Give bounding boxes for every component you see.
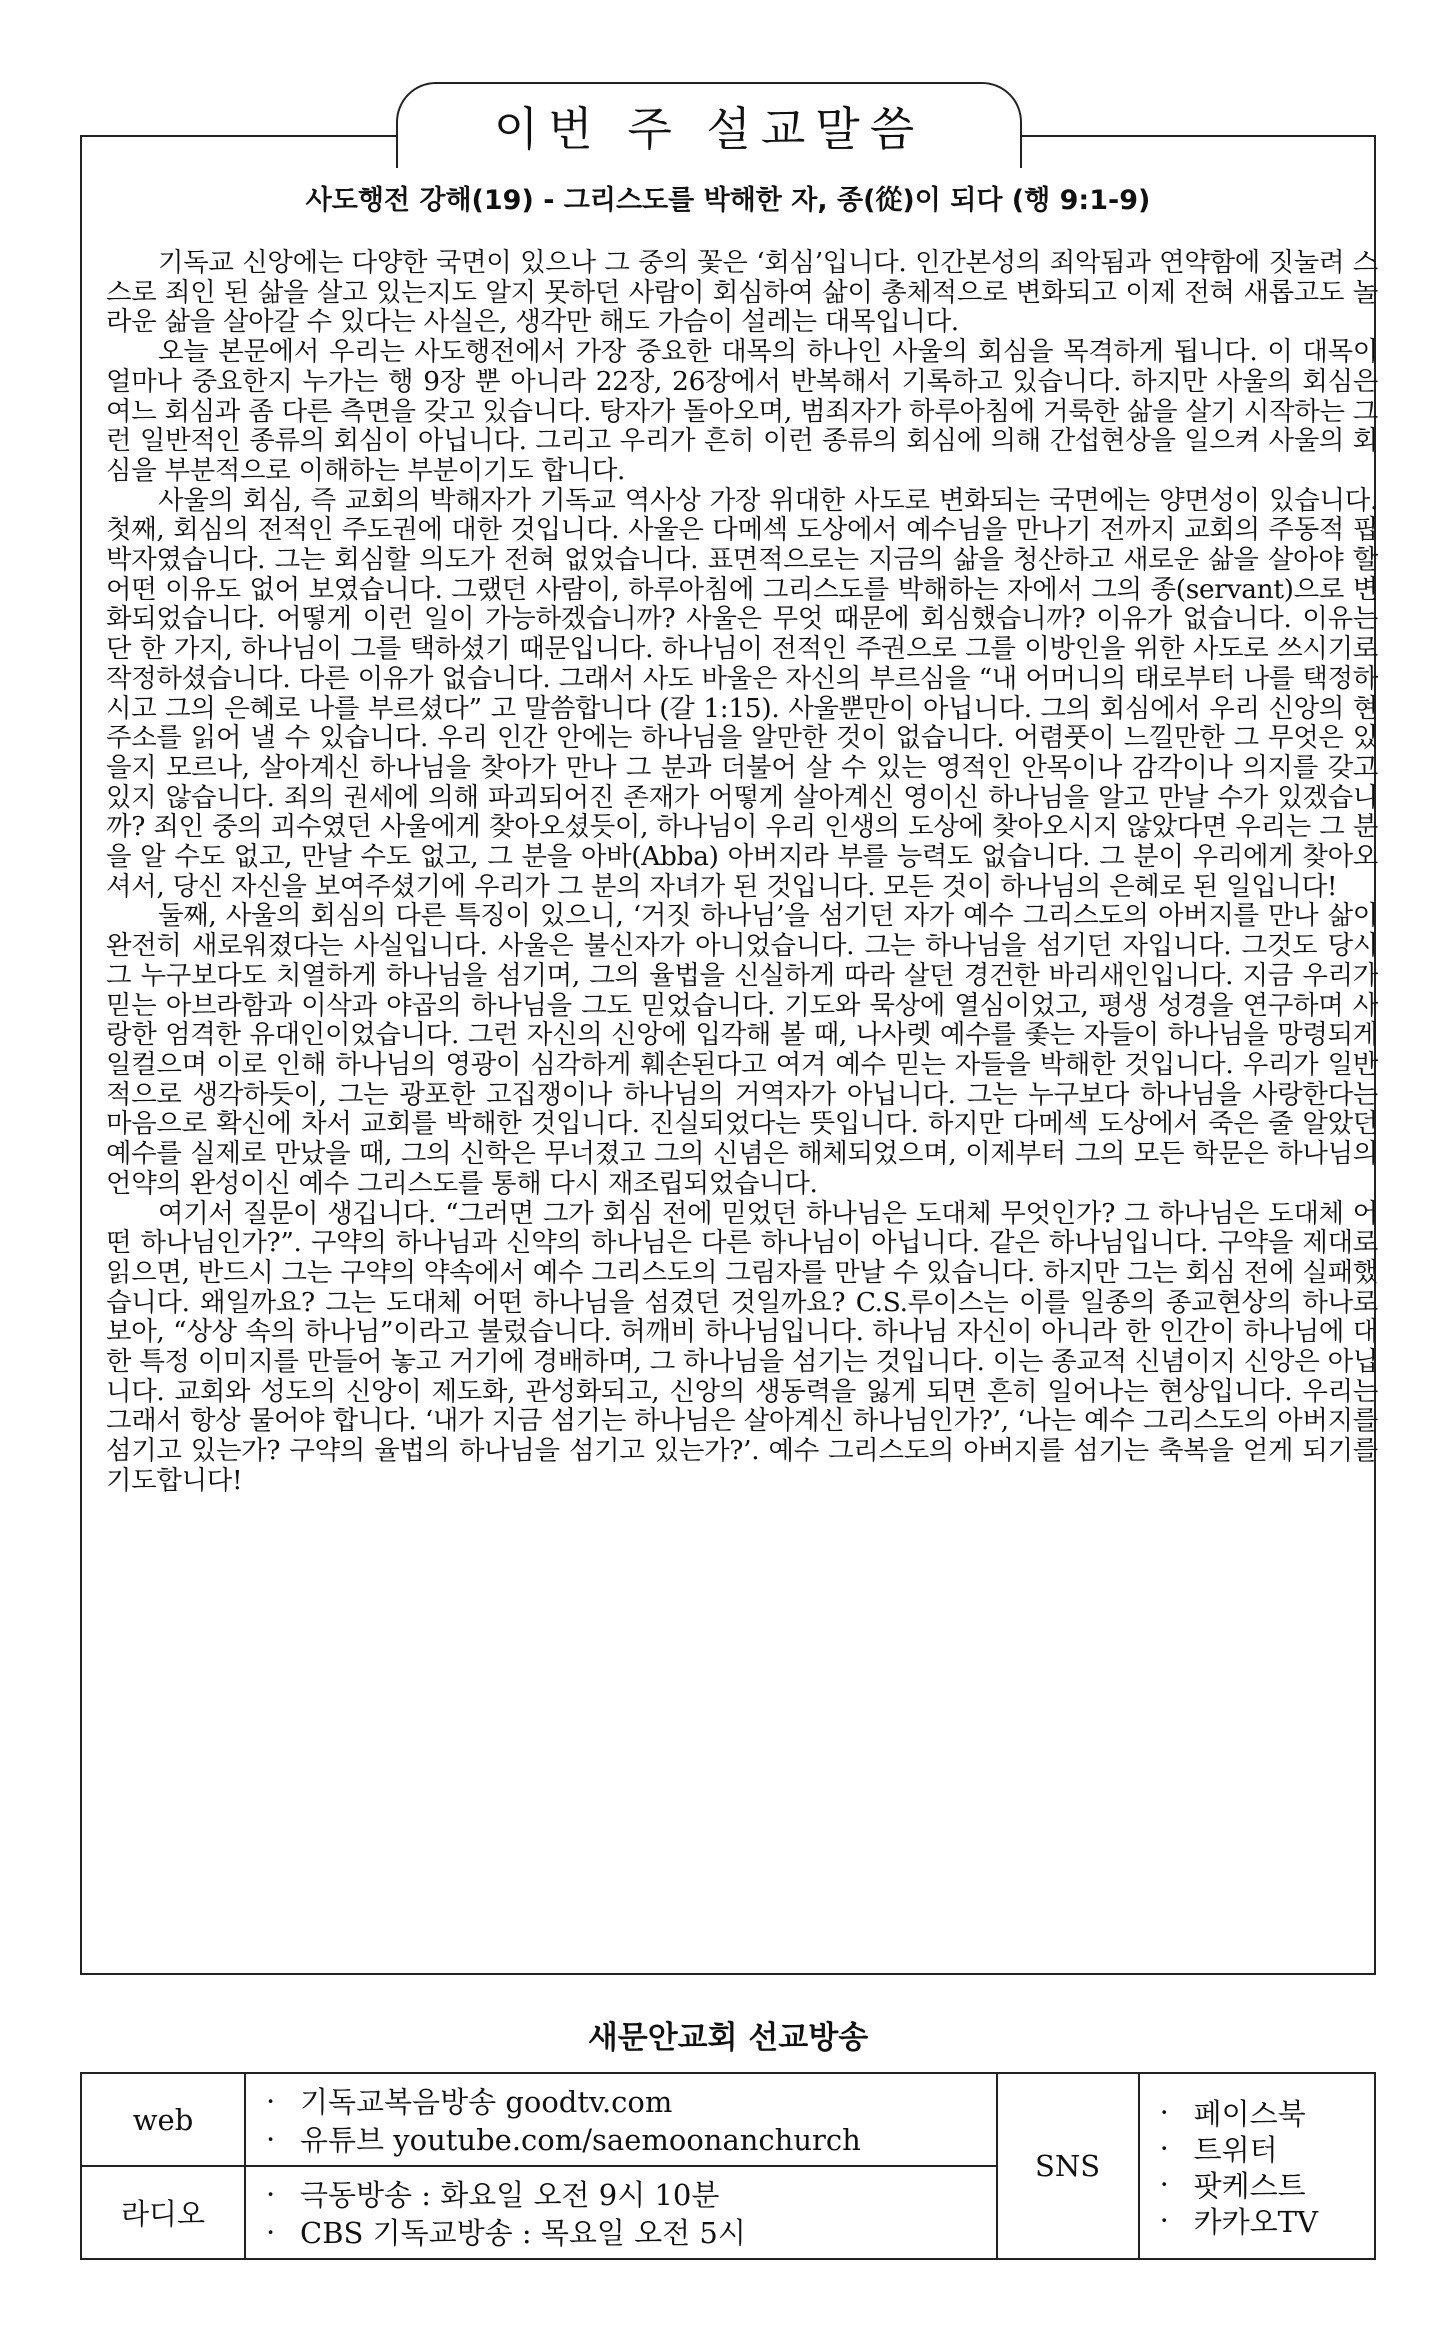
- bullet: ·: [266, 2176, 276, 2211]
- list-item: [266, 2213, 976, 2251]
- web-items: [245, 2073, 997, 2166]
- bullet: ·: [1159, 2203, 1169, 2237]
- list-item: [1160, 2202, 1354, 2238]
- sermon-paragraph: 오늘 본문에서 우리는 사도행전에서 가장 중요한 대목의 하나인 사울의 회심을 목격하게 됩니다. 이 대목이 얼마나 중요한지 누가는 행 9장 뿐 아니라 22장, 26장에서 반복해서 기록하고 있습니다. 하지만 사울의 회심은 여느 회심과 좀 다른 측면을 갖고 있습니다. 탕자가 돌아오며, 범죄자가 하루아침에 거룩한 삶을 살기 시작하는 그런 일반적인 종류의 회심이 아닙니다. 그리고 우리가 흔히 이런 종류의 회심에 의해 간섭현상을 일으켜 사울의 회심을 부분적으로 이해하는 부분이기도 합니다.: [106, 336, 1378, 486]
- sns-item-facebook[interactable]: 페이스북: [1193, 2096, 1306, 2131]
- web-label: web: [81, 2073, 245, 2166]
- web-item-youtube[interactable]: 유튜브 youtube.com/saemoonanchurch: [300, 2123, 861, 2157]
- page-title: 이번 주 설교말씀: [493, 102, 925, 156]
- title-tab: [396, 82, 1022, 168]
- sermon-paragraph: 둘째, 사울의 회심의 다른 특징이 있으니, ‘거짓 하나님’을 섬기던 자가 예수 그리스도의 아버지를 만나 삶이 완전히 새로워졌다는 사실입니다. 사울은 불신자가 아니었습니다. 그는 하나님을 섬기던 자입니다. 그것도 당시 그 누구보다도 치열하게 하나님을 섬기며, 그의 율법을 신실하게 따라 살던 경건한 바리새인입니다. 지금 우리가 믿는 아브라함과 이삭과 야곱의 하나님을 그도 믿었습니다. 기도와 묵상에 열심이었고, 평생 성경을 연구하며 사랑한 엄격한 유대인이었습니다. 그런 자신의 신앙에 입각해 볼 때, 나사렛 예수를 좇는 자들이 하나님을 망령되게 일컬으며 이로 인해 하나님의 영광이 심각하게 훼손된다고 여겨 예수 믿는 자들을 박해한 것입니다. 우리가 일반적으로 생각하듯이, 그는 광포한 고집쟁이나 하나님의 거역자가 아닙니다. 그는 누구보다 하나님을 사랑한다는 마음으로 확신에 차서 교회를 박해한 것입니다. 진실되었다는 뜻입니다. 하지만 다메섹 도상에서 죽은 줄 알았던 예수를 실제로 만났을 때, 그의 신학은 무너졌고 그의 신념은 해체되었으며, 이제부터 그의 모든 학문은 하나님의 언약의 완성이신 예수 그리스도를 통해 다시 재조립되었습니다.: [106, 900, 1378, 1199]
- list-item: [1160, 2094, 1354, 2130]
- list-item: [266, 2082, 976, 2120]
- sns-label: SNS: [997, 2073, 1139, 2259]
- sermon-body: [106, 248, 1378, 1496]
- bullet: ·: [1159, 2167, 1169, 2201]
- web-item-goodtv[interactable]: 기독교복음방송 goodtv.com: [300, 2085, 673, 2119]
- radio-items: [245, 2166, 997, 2259]
- sermon-paragraph: 기독교 신앙에는 다양한 국면이 있으나 그 중의 꽃은 ‘회심’입니다. 인간본성의 죄악됨과 연약함에 짓눌려 스스로 죄인 된 삶을 살고 있는지도 알지 못하던 사람이 회심하여 삶이 총체적으로 변화되고 이제 전혀 새롭고도 놀라운 삶을 살아갈 수 있다는 사실은, 생각만 해도 가슴이 설레는 대목입니다.: [106, 247, 1378, 338]
- list-item: [1160, 2166, 1354, 2202]
- sns-items: [1139, 2073, 1375, 2259]
- radio-item-cbs: CBS 기독교방송 : 목요일 오전 5시: [300, 2216, 746, 2250]
- sns-item-kakaotv[interactable]: 카카오TV: [1193, 2204, 1318, 2239]
- broadcast-table: [80, 2072, 1376, 2260]
- bullet: ·: [266, 2121, 276, 2156]
- sermon-heading: 사도행전 강해(19) - 그리스도를 박해한 자, 종(從)이 되다 (행 9:1-9): [305, 185, 1151, 216]
- broadcast-row-web: [81, 2073, 1375, 2166]
- radio-label: 라디오: [81, 2166, 245, 2259]
- bullet: ·: [266, 2214, 276, 2249]
- list-item: [266, 2175, 976, 2213]
- bullet: ·: [1159, 2095, 1169, 2129]
- bullet: ·: [266, 2083, 276, 2118]
- list-item: [1160, 2130, 1354, 2166]
- sns-item-podcast[interactable]: 팟케스트: [1193, 2168, 1306, 2203]
- sermon-paragraph: 사울의 회심, 즉 교회의 박해자가 기독교 역사상 가장 위대한 사도로 변화되는 국면에는 양면성이 있습니다. 첫째, 회심의 전적인 주도권에 대한 것입니다. 사울은 다메섹 도상에서 예수님을 만나기 전까지 교회의 주동적 핍박자였습니다. 그는 회심할 의도가 전혀 없었습니다. 표면적으로는 지금의 삶을 청산하고 새로운 삶을 살아야 할 어떤 이유도 없어 보였습니다. 그랬던 사람이, 하루아침에 그리스도를 박해하는 자에서 그의 종(servant)으로 변화되었습니다. 어떻게 이런 일이 가능하겠습니까? 사울은 무엇 때문에 회심했습니까? 이유가 없습니다. 이유는 단 한 가지, 하나님이 그를 택하셨기 때문입니다. 하나님이 전적인 주권으로 그를 이방인을 위한 사도로 쓰시기로 작정하셨습니다. 다른 이유가 없습니다. 그래서 사도 바울은 자신의 부르심을 “내 어머니의 태로부터 나를 택정하시고 그의 은혜로 나를 부르셨다” 고 말씀합니다 (갈 1:15). 사울뿐만이 아닙니다. 그의 회심에서 우리 신앙의 현주소를 읽어 낼 수 있습니다. 우리 인간 안에는 하나님을 알만한 것이 없습니다. 어렴풋이 느낄만한 그 무엇은 있을지 모르나, 살아계신 하나님을 찾아가 만나 그 분과 더불어 살 수 있는 영적인 안목이나 감각이나 의지를 갖고 있지 않습니다. 죄의 권세에 의해 파괴되어진 존재가 어떻게 살아계신 영이신 하나님을 알고 만날 수가 있겠습니까? 죄인 중의 괴수였던 사울에게 찾아오셨듯이, 하나님이 우리 인생의 도상에 찾아오시지 않았다면 우리는 그 분을 알 수도 없고, 만날 수도 없고, 그 분을 아바(Abba) 아버지라 부를 능력도 없습니다. 그 분이 우리에게 찾아오셔서, 당신 자신을 보여주셨기에 우리가 그 분의 자녀가 된 것입니다. 모든 것이 하나님의 은혜로 된 일입니다!: [106, 484, 1378, 902]
- sns-item-twitter[interactable]: 트위터: [1193, 2132, 1278, 2167]
- bullet: ·: [1159, 2131, 1169, 2165]
- broadcast-title: 새문안교회 선교방송: [587, 2020, 869, 2056]
- radio-item-febc: 극동방송 : 화요일 오전 9시 10분: [300, 2178, 720, 2212]
- sermon-paragraph: 여기서 질문이 생깁니다. “그러면 그가 회심 전에 믿었던 하나님은 도대체 무엇인가? 그 하나님은 도대체 어떤 하나님인가?”. 구약의 하나님과 신약의 하나님은 다른 하나님이 아닙니다. 같은 하나님입니다. 구약을 제대로 읽으면, 반드시 그는 구약의 약속에서 예수 그리스도의 그림자를 만날 수 있습니다. 하지만 그는 회심 전에 실패했습니다. 왜일까요? 그는 도대체 어떤 하나님을 섬겼던 것일까요? C.S.루이스는 이를 일종의 종교현상의 하나로 보아, “상상 속의 하나님”이라고 불렀습니다. 허깨비 하나님입니다. 하나님 자신이 아니라 한 인간이 하나님에 대한 특정 이미지를 만들어 놓고 거기에 경배하며, 그 하나님을 섬기는 것입니다. 이는 종교적 신념이지 신앙은 아닙니다. 교회와 성도의 신앙이 제도화, 관성화되고, 신앙의 생동력을 잃게 되면 흔히 일어나는 현상입니다. 우리는 그래서 항상 물어야 합니다. ‘내가 지금 섬기는 하나님은 살아계신 하나님인가?’, ‘나는 예수 그리스도의 아버지를 섬기고 있는가? 구약의 율법의 하나님을 섬기고 있는가?’. 예수 그리스도의 아버지를 섬기는 축복을 얻게 되기를 기도합니다!: [106, 1197, 1378, 1496]
- list-item: [266, 2120, 976, 2158]
